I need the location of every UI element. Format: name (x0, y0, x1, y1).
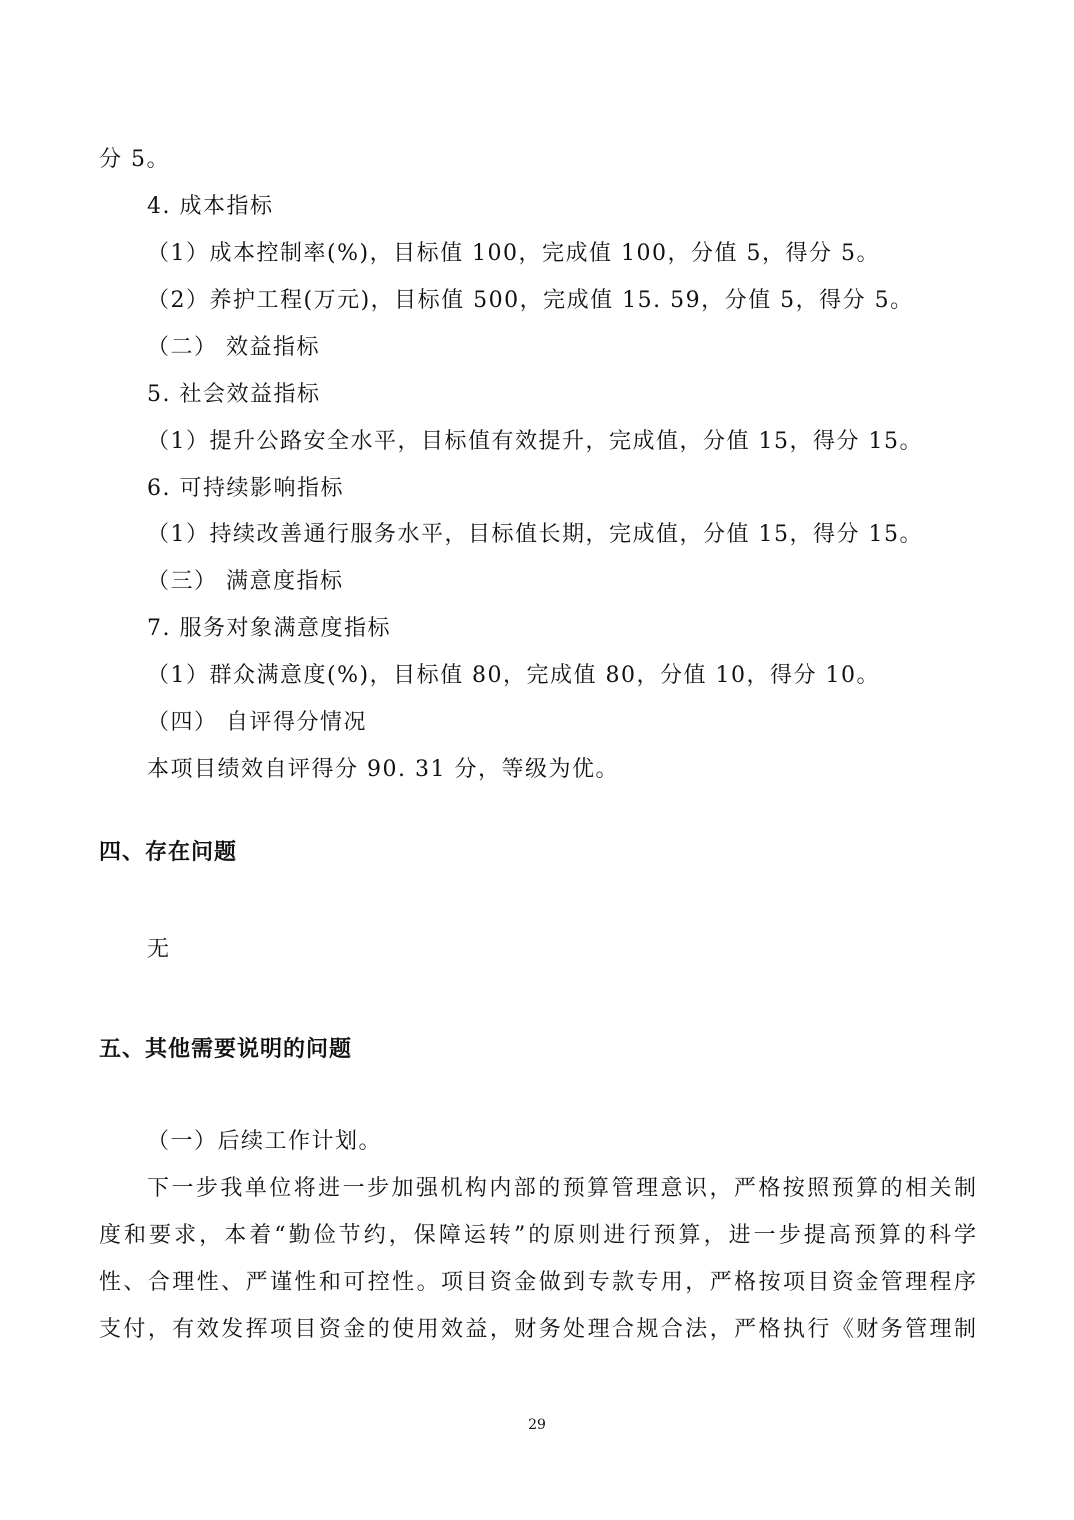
text-line: 6. 可持续影响指标 (147, 476, 344, 501)
text-line: （1）持续改善通行服务水平，目标值长期，完成值，分值 15，得分 15。 (147, 522, 923, 547)
section-heading-other: 五、其他需要说明的问题 (99, 1036, 353, 1062)
text-line: （二） 效益指标 (147, 335, 320, 360)
text-line: （四） 自评得分情况 (147, 710, 367, 735)
text-line: 4. 成本指标 (147, 194, 274, 219)
text-line: 分 5。 (99, 147, 170, 172)
text-line: （1）提升公路安全水平，目标值有效提升，完成值，分值 15，得分 15。 (147, 429, 923, 454)
subheading-followup-plan: （一）后续工作计划。 (147, 1129, 383, 1154)
text-line: 本项目绩效自评得分 90. 31 分，等级为优。 (147, 757, 619, 782)
paragraph-line: 性、合理性、严谨性和可控性。项目资金做到专款专用，严格按项目资金管理程序 (99, 1270, 977, 1295)
paragraph-line: 下一步我单位将进一步加强机构内部的预算管理意识，严格按照预算的相关制 (147, 1176, 977, 1201)
text-line: （1）成本控制率(%)，目标值 100，完成值 100，分值 5，得分 5。 (147, 241, 881, 266)
page-number: 29 (528, 1417, 546, 1433)
text-line: （三） 满意度指标 (147, 569, 344, 594)
text-line: 5. 社会效益指标 (147, 382, 321, 407)
text-line: 7. 服务对象满意度指标 (147, 616, 391, 641)
text-line: （1）群众满意度(%)，目标值 80，完成值 80，分值 10，得分 10。 (147, 663, 881, 688)
section-heading-issues: 四、存在问题 (99, 839, 238, 865)
paragraph-line: 支付，有效发挥项目资金的使用效益，财务处理合规合法，严格执行《财务管理制 (99, 1317, 977, 1342)
text-line: （2）养护工程(万元)，目标值 500，完成值 15. 59，分值 5，得分 5。 (147, 288, 914, 313)
paragraph-line: 度和要求，本着“勤俭节约，保障运转”的原则进行预算，进一步提高预算的科学 (99, 1223, 977, 1248)
issues-content: 无 (147, 937, 171, 962)
